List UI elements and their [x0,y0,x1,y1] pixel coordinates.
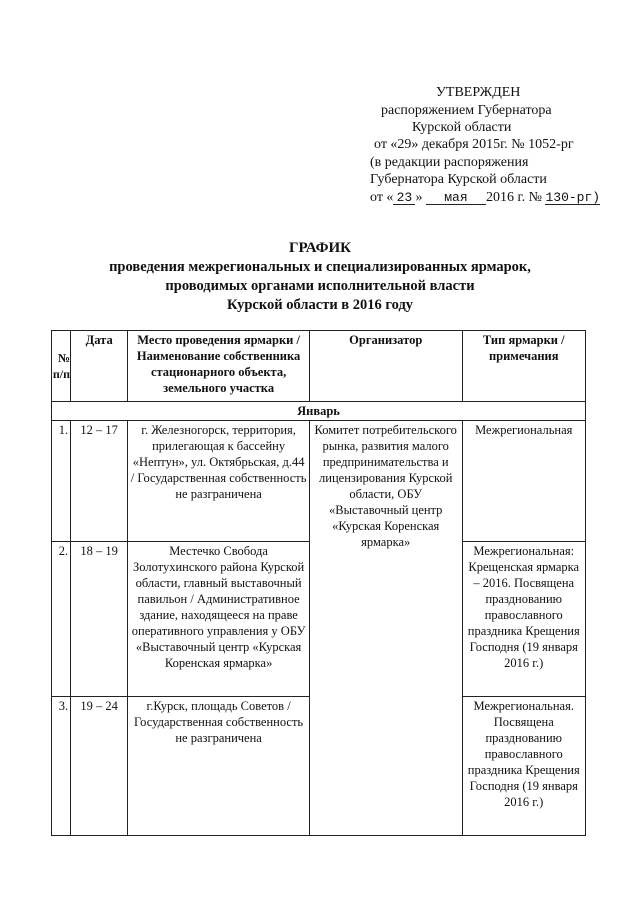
schedule-title: ГРАФИК [288,240,352,256]
amendment-number: 130-рг) [545,190,601,205]
approval-line: Курской области [412,120,512,135]
amendment-prefix: от « [370,190,394,205]
approval-line: от «29» декабря 2015г. № 1052-рг [374,137,574,152]
schedule-subtitle-line: Курской области в 2016 году [226,297,414,313]
amendment-year: 2016 г. № [485,190,542,205]
schedule-subtitle-line: проводимых органами исполнительной власти [165,278,475,294]
amendment-day: 23 [393,191,415,205]
approval-title: УТВЕРЖДЕН [436,85,521,100]
approval-line: распоряжением Губернатора [381,103,552,118]
row-organizer: Комитет потребительского рынка, развития малого предпринимательства и лицензирования Курской области, ОБУ «Выставочный центр «Курская Коренская ярмарка» [309,421,462,836]
header-num: № п/п [52,331,71,402]
table-row [52,421,586,542]
fairs-schedule-table [51,330,586,836]
row-place: г. Железногорск, территория, прилегающая к бассейну «Нептун», ул. Октябрьская, д.44 / Государственная собственность не разграничена [128,421,310,542]
row-place: г.Курск, площадь Советов / Государственная собственность не разграничена [128,697,310,836]
header-date: Дата [71,331,128,402]
header-type: Тип ярмарки / примечания [462,331,586,402]
header-place: Место проведения ярмарки / Наименование собственника стационарного объекта, земельного участка [128,331,310,402]
row-place: Местечко Свобода Золотухинского района Курской области, главный выставочный павильон / Административное здание, находящееся на праве оперативного управления у ОБУ «Выставочный центр «Курская Коренская ярмарка» [128,542,310,697]
header-organizer: Организатор [309,331,462,402]
approval-line: Губернатора Курской области [370,172,547,187]
row-num: 1. [52,421,71,542]
schedule-subtitle-line: проведения межрегиональных и специализированных ярмарок, [109,259,531,275]
row-type: Межрегиональная: Крещенская ярмарка – 2016. Посвящена празднованию православного праздника Крещения Господня (19 января 2016 г.) [462,542,586,697]
month-label: Январь [52,402,586,421]
amendment-sep: » [415,190,423,205]
row-num: 2. [52,542,71,697]
row-num: 3. [52,697,71,836]
row-type: Межрегиональная. Посвящена празднованию православного праздника Крещения Господня (19 января 2016 г.) [462,697,586,836]
month-row [52,402,586,421]
row-date: 12 – 17 [71,421,128,542]
table-header-row [52,331,586,402]
row-type: Межрегиональная [462,421,586,542]
row-date: 19 – 24 [71,697,128,836]
approval-line: (в редакции распоряжения [370,155,529,170]
row-date: 18 – 19 [71,542,128,697]
approval-amendment-line [370,189,600,207]
amendment-month: мая [426,191,486,205]
